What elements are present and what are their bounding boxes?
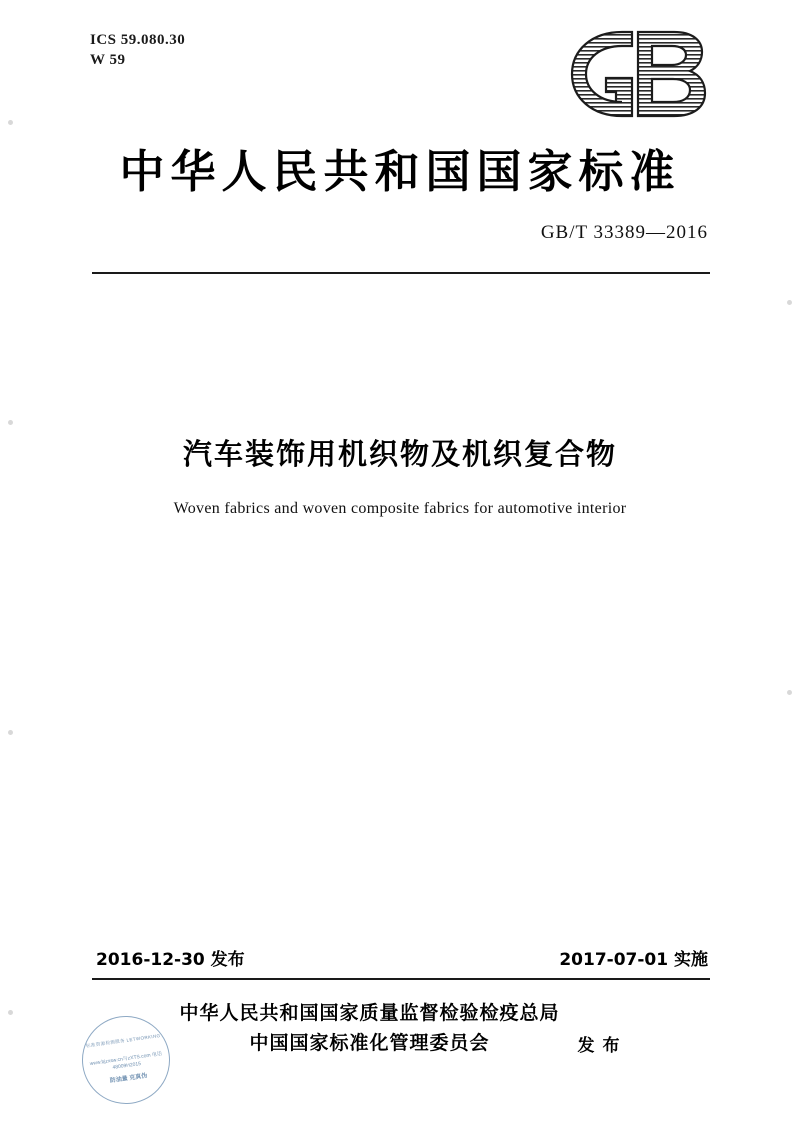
- gb-emblem-icon: [562, 26, 712, 122]
- page-title: 中华人民共和国国家标准: [119, 145, 681, 198]
- ics-code: ICS 59.080.30: [90, 32, 186, 48]
- implementation-date: 2017-07-01 实施: [559, 950, 708, 970]
- date-row: [96, 945, 708, 970]
- divider-bottom: [92, 978, 710, 980]
- stamp-bottom-text: 防油量 克真伪: [109, 1073, 148, 1085]
- page-edge-mark: [8, 120, 13, 125]
- issuer-organization-secondary: 中国国家标准化管理委员会: [249, 1032, 490, 1054]
- standard-title-chinese: 汽车装饰用机织物及机织复合物: [182, 437, 617, 471]
- stamp-middle-text: www.bjzxsw.cn与zXTS.com 电话48009H2015: [89, 1050, 163, 1071]
- issue-date: 2016-12-30 发布: [96, 950, 245, 970]
- page-edge-mark: [8, 420, 13, 425]
- page-edge-mark: [787, 300, 792, 305]
- ics-classification-block: [90, 30, 185, 70]
- page-edge-mark: [787, 690, 792, 695]
- page-edge-mark: [8, 730, 13, 735]
- classification-code: W 59: [90, 52, 126, 68]
- divider-top: [92, 272, 710, 274]
- issuer-organization-primary: 中华人民共和国国家质量监督检验检疫总局: [179, 1002, 560, 1024]
- standard-title-english: Woven fabrics and woven composite fabrics for automotive interior: [173, 500, 627, 517]
- publish-label: 发 布: [577, 1036, 621, 1056]
- standard-number: GB/T 33389—2016: [540, 222, 708, 243]
- stamp-arc-text: 标准资源检测服务 LETWORKING: [85, 1032, 161, 1049]
